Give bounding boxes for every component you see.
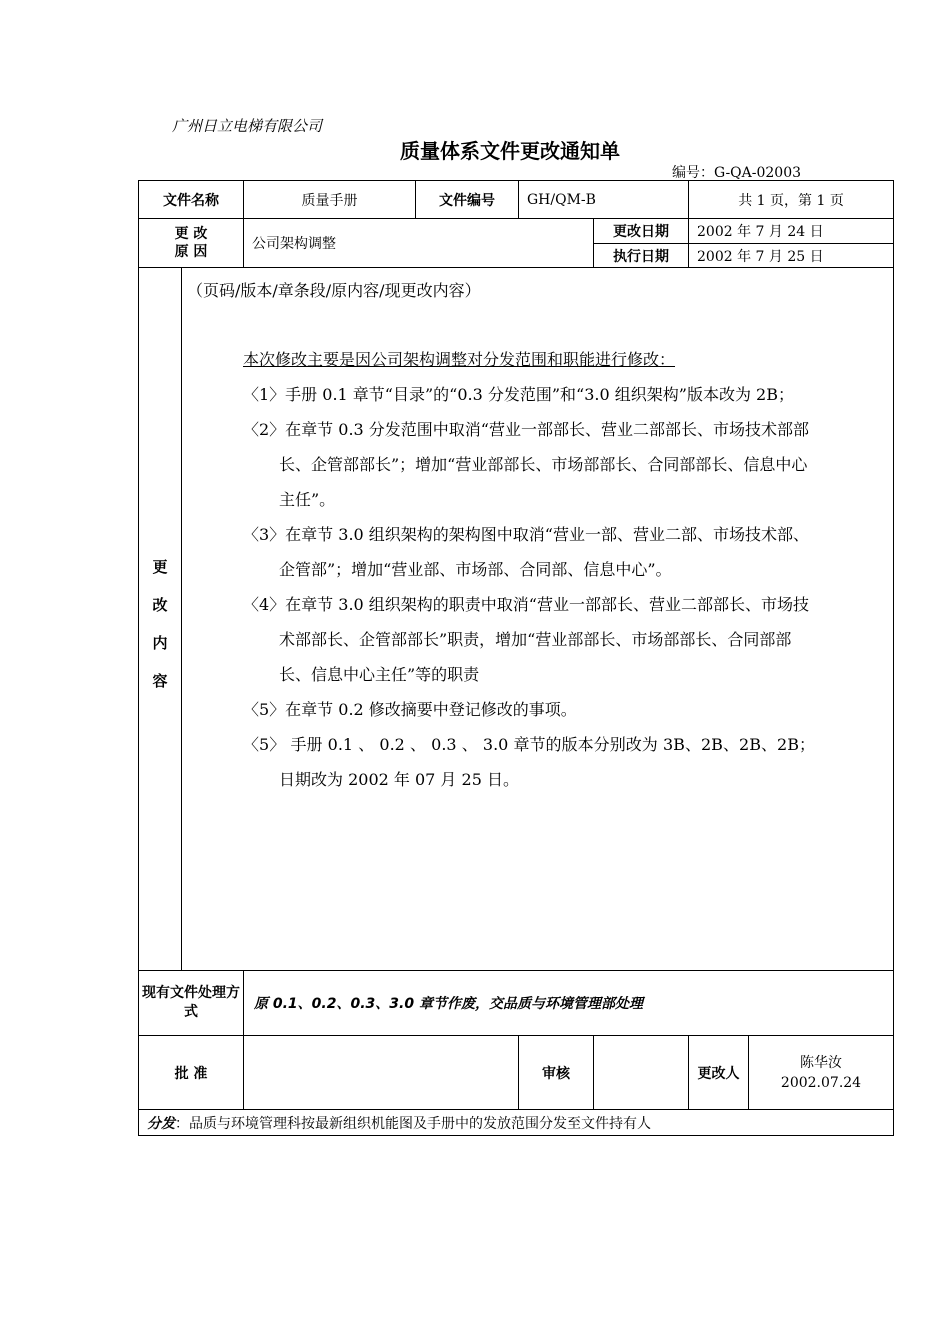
content-item: 〈3〉在章节 3.0 组织架构的架构图中取消“营业一部、营业二部、市场技术部、企管部”；增加“营业部、市场部、合同部、信息中心”。 [243,525,809,579]
exec-date-label: 执行日期 [594,244,689,268]
exec-date-value: 2002 年 7 月 25 日 [689,244,894,268]
content-item: 〈4〉在章节 3.0 组织架构的职责中取消“营业一部部长、营业二部部长、市场技术部部长、企管部部长”职责，增加“营业部部长、市场部部长、合同部部长、信息中心主任”等的职责 [243,595,809,684]
content-divider [181,268,182,970]
row-disposal [139,971,894,1036]
side-label-char: 内 [152,634,168,652]
modifier-cell [749,1036,894,1110]
company-name: 广州日立电梯有限公司 [172,117,323,135]
change-date-label: 更改日期 [594,219,689,244]
change-date-value: 2002 年 7 月 24 日 [689,219,894,244]
row-distribution [139,1110,894,1136]
side-label-char: 改 [152,596,168,614]
change-reason-label-line1: 更 改 [174,226,208,242]
content-item: 〈1〉手册 0.1 章节“目录”的“0.3 分发范围”和“3.0 组织架构”版本改为 2B； [243,385,794,404]
content-item: 〈5〉 手册 0.1 、 0.2 、 0.3 、 3.0 章节的版本分别改为 3B、2B、2B、2B；日期改为 2002 年 07 月 25 日。 [243,735,815,789]
change-content-label [139,548,181,700]
change-content-body [243,342,815,797]
change-reason-value: 公司架构调整 [244,219,594,268]
row-file-info [139,181,894,219]
distribution-text: ：品质与环境管理科按最新组织机能图及手册中的发放范围分发至文件持有人 [175,1115,651,1132]
row-content [139,268,894,971]
distribution-label: 分发 [147,1115,175,1132]
file-name-value: 质量手册 [244,181,416,219]
file-code-value: GH/QM-B [519,181,689,219]
form-title: 质量体系文件更改通知单 [400,139,620,163]
modifier-label: 更改人 [689,1036,749,1110]
side-label-char: 容 [152,672,168,690]
review-value [594,1036,689,1110]
change-notice-form [138,180,894,1136]
modifier-date: 2002.07.24 [780,1074,862,1091]
file-code-label: 文件编号 [416,181,519,219]
change-reason-label [139,219,244,268]
review-label: 审核 [519,1036,594,1110]
row-signoff [139,1036,894,1110]
side-label-char: 更 [152,558,168,576]
disposal-label: 现有文件处理方式 [139,971,244,1036]
approve-value [244,1036,519,1110]
row-reason-1 [139,219,894,244]
content-hint: （页码/版本/章条段/原内容/现更改内容） [187,281,481,300]
content-item: 〈5〉在章节 0.2 修改摘要中登记修改的事项。 [243,700,577,719]
content-item: 〈2〉在章节 0.3 分发范围中取消“营业一部部长、营业二部部长、市场技术部部长、企管部部长”；增加“营业部部长、市场部部长、合同部部长、信息中心主任”。 [243,420,809,509]
content-intro: 本次修改主要是因公司架构调整对分发范围和职能进行修改： [243,350,676,369]
document-number: 编号：G-QA-02003 [672,165,802,181]
change-content-cell [139,268,894,971]
page-count: 共 1 页，第 1 页 [689,181,894,219]
change-reason-label-line2: 原 因 [174,244,208,260]
file-name-label: 文件名称 [139,181,244,219]
modifier-name: 陈华汝 [800,1054,843,1071]
distribution-cell [139,1110,894,1136]
disposal-value: 原 0.1、0.2、0.3、3.0 章节作废，交品质与环境管理部处理 [244,971,894,1036]
approve-label: 批 准 [139,1036,244,1110]
